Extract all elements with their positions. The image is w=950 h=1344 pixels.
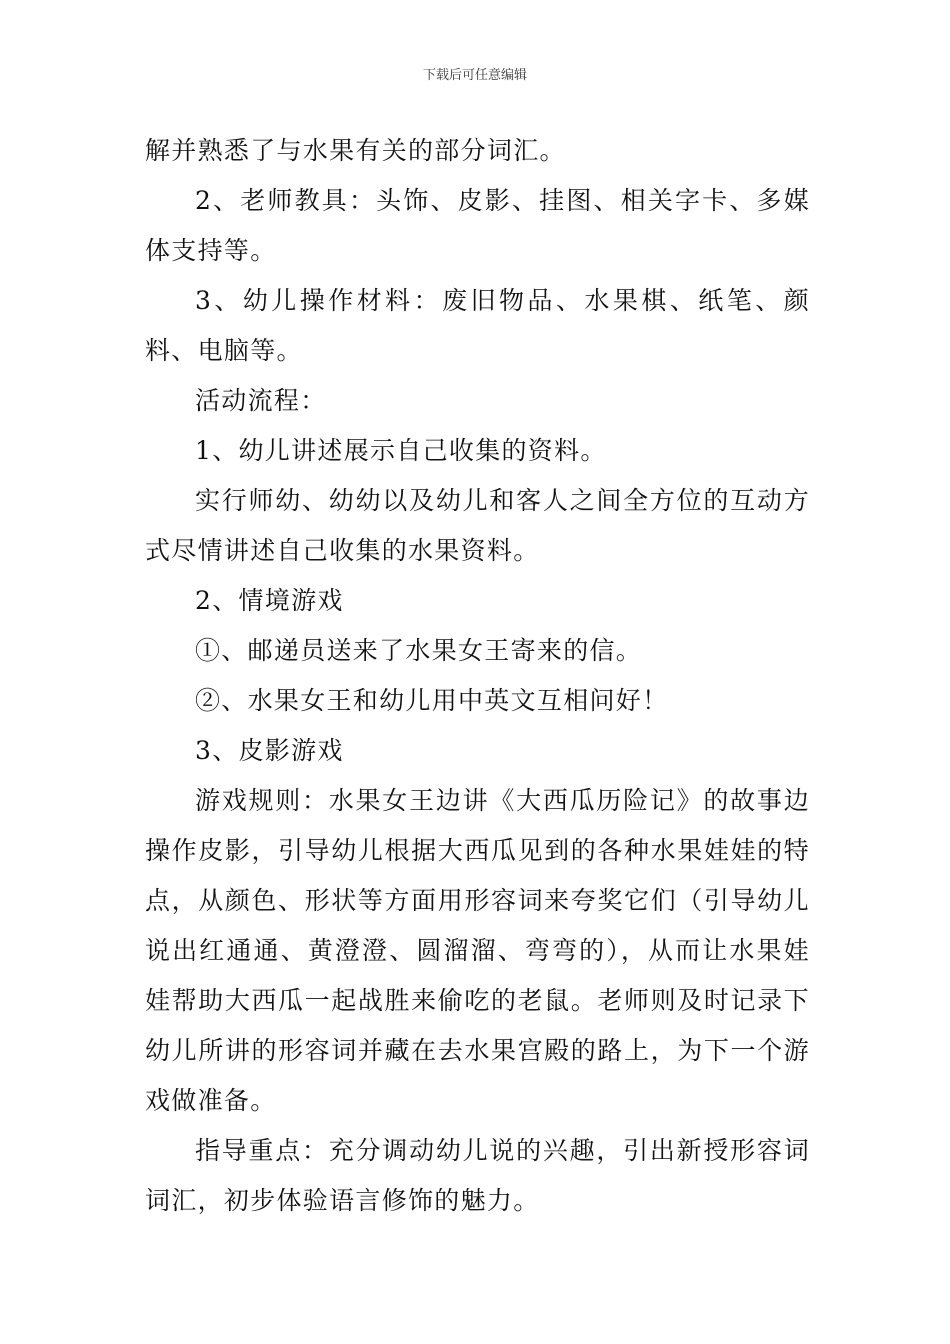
paragraph-11: 游戏规则：水果女王边讲《大西瓜历险记》的故事边操作皮影，引导幼儿根据大西瓜见到的各种水果娃娃的特点，从颜色、形状等方面用形容词来夸奖它们（引导幼儿说出红通通、黄澄澄、圆溜溜、弯弯的），从而让水果娃娃帮助大西瓜一起战胜来偷吃的老鼠。老师则及时记录下幼儿所讲的形容词并藏在去水果宫殿的路上，为下一个游戏做准备。 — [145, 786, 810, 1115]
paragraph-6: 实行师幼、幼幼以及幼儿和客人之间全方位的互动方式尽情讲述自己收集的水果资料。 — [145, 486, 810, 565]
paragraph-12: 指导重点：充分调动幼儿说的兴趣，引出新授形容词词汇，初步体验语言修饰的魅力。 — [145, 1136, 810, 1215]
paragraph-9: ②、水果女王和幼儿用中英文互相问好！ — [195, 686, 669, 715]
paragraph-3: 3、幼儿操作材料：废旧物品、水果棋、纸笔、颜料、电脑等。 — [145, 286, 810, 365]
paragraph-10: 3、皮影游戏 — [195, 736, 344, 765]
paragraph-2: 2、老师教具：头饰、皮影、挂图、相关字卡、多媒体支持等。 — [145, 186, 810, 265]
paragraph-8: ①、邮递员送来了水果女王寄来的信。 — [195, 636, 643, 665]
paragraph-7: 2、情境游戏 — [195, 586, 344, 615]
page-header-note: 下载后可任意编辑 — [422, 68, 527, 83]
paragraph-5: 1、幼儿讲述展示自己收集的资料。 — [195, 436, 607, 465]
paragraph-1: 解并熟悉了与水果有关的部分词汇。 — [145, 136, 566, 165]
document-body — [145, 126, 810, 1226]
section-heading-activity-flow: 活动流程： — [195, 386, 327, 415]
